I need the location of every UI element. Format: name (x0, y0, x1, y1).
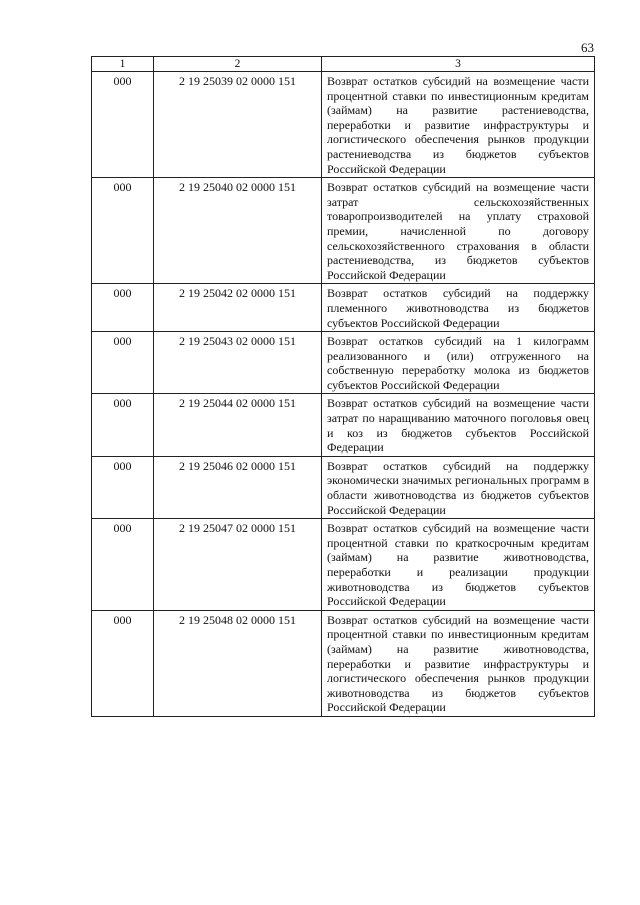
budget-classification-table (91, 56, 595, 717)
admin-code-cell: 000 (92, 178, 154, 284)
budget-code-cell: 2 19 25040 02 0000 151 (154, 178, 322, 284)
table-row (92, 72, 595, 178)
income-name-cell: Возврат остатков субсидий на поддержку экономически значимых региональных программ в области животноводства из бюджетов субъектов Российской Федерации (322, 456, 595, 518)
admin-code-cell: 000 (92, 72, 154, 178)
income-name-cell: Возврат остатков субсидий на возмещение части процентной ставки по инвестиционным кредитам (займам) на развитие животноводства, переработки и развитие инфраструктуры и логистического обеспечения рынков продукции животноводства из бюджетов субъектов Российской Федерации (322, 610, 595, 716)
income-name-cell: Возврат остатков субсидий на поддержку племенного животноводства из бюджетов субъектов Российской Федерации (322, 284, 595, 332)
budget-code-cell: 2 19 25046 02 0000 151 (154, 456, 322, 518)
admin-code-cell: 000 (92, 332, 154, 394)
budget-code-cell: 2 19 25042 02 0000 151 (154, 284, 322, 332)
column-header-3: 3 (322, 57, 595, 72)
budget-code-cell: 2 19 25047 02 0000 151 (154, 519, 322, 611)
admin-code-cell: 000 (92, 519, 154, 611)
admin-code-cell: 000 (92, 610, 154, 716)
table-body (92, 57, 595, 717)
table-row (92, 332, 595, 394)
column-header-1: 1 (92, 57, 154, 72)
table-row (92, 610, 595, 716)
budget-code-cell: 2 19 25043 02 0000 151 (154, 332, 322, 394)
budget-code-cell: 2 19 25044 02 0000 151 (154, 394, 322, 456)
income-name-cell: Возврат остатков субсидий на возмещение части процентной ставки по инвестиционным кредитам (займам) на развитие растениеводства, переработки и развитие инфраструктуры и логистического обеспечения рынков продукции растениеводства из бюджетов субъектов Российской Федерации (322, 72, 595, 178)
page-number: 63 (581, 40, 594, 55)
table-row (92, 456, 595, 518)
budget-code-cell: 2 19 25039 02 0000 151 (154, 72, 322, 178)
table-row (92, 284, 595, 332)
admin-code-cell: 000 (92, 394, 154, 456)
column-header-2: 2 (154, 57, 322, 72)
income-name-cell: Возврат остатков субсидий на возмещение части затрат сельскохозяйственных товаропроизводителей на уплату страховой премии, начисленной по договору сельскохозяйственного страхования в области растениеводства, из бюджетов субъектов Российской Федерации (322, 178, 595, 284)
income-name-cell: Возврат остатков субсидий на возмещение части процентной ставки по краткосрочным кредитам (займам) на развитие животноводства, переработки и реализации продукции животноводства из бюджетов субъектов Российской Федерации (322, 519, 595, 611)
table-row (92, 178, 595, 284)
admin-code-cell: 000 (92, 284, 154, 332)
table-header-row (92, 57, 595, 72)
income-name-cell: Возврат остатков субсидий на возмещение части затрат по наращиванию маточного поголовья овец и коз из бюджетов субъектов Российской Федерации (322, 394, 595, 456)
table-row (92, 394, 595, 456)
admin-code-cell: 000 (92, 456, 154, 518)
budget-code-cell: 2 19 25048 02 0000 151 (154, 610, 322, 716)
income-name-cell: Возврат остатков субсидий на 1 килограмм реализованного и (или) отгруженного на собственную переработку молока из бюджетов субъектов Российской Федерации (322, 332, 595, 394)
table-row (92, 519, 595, 611)
